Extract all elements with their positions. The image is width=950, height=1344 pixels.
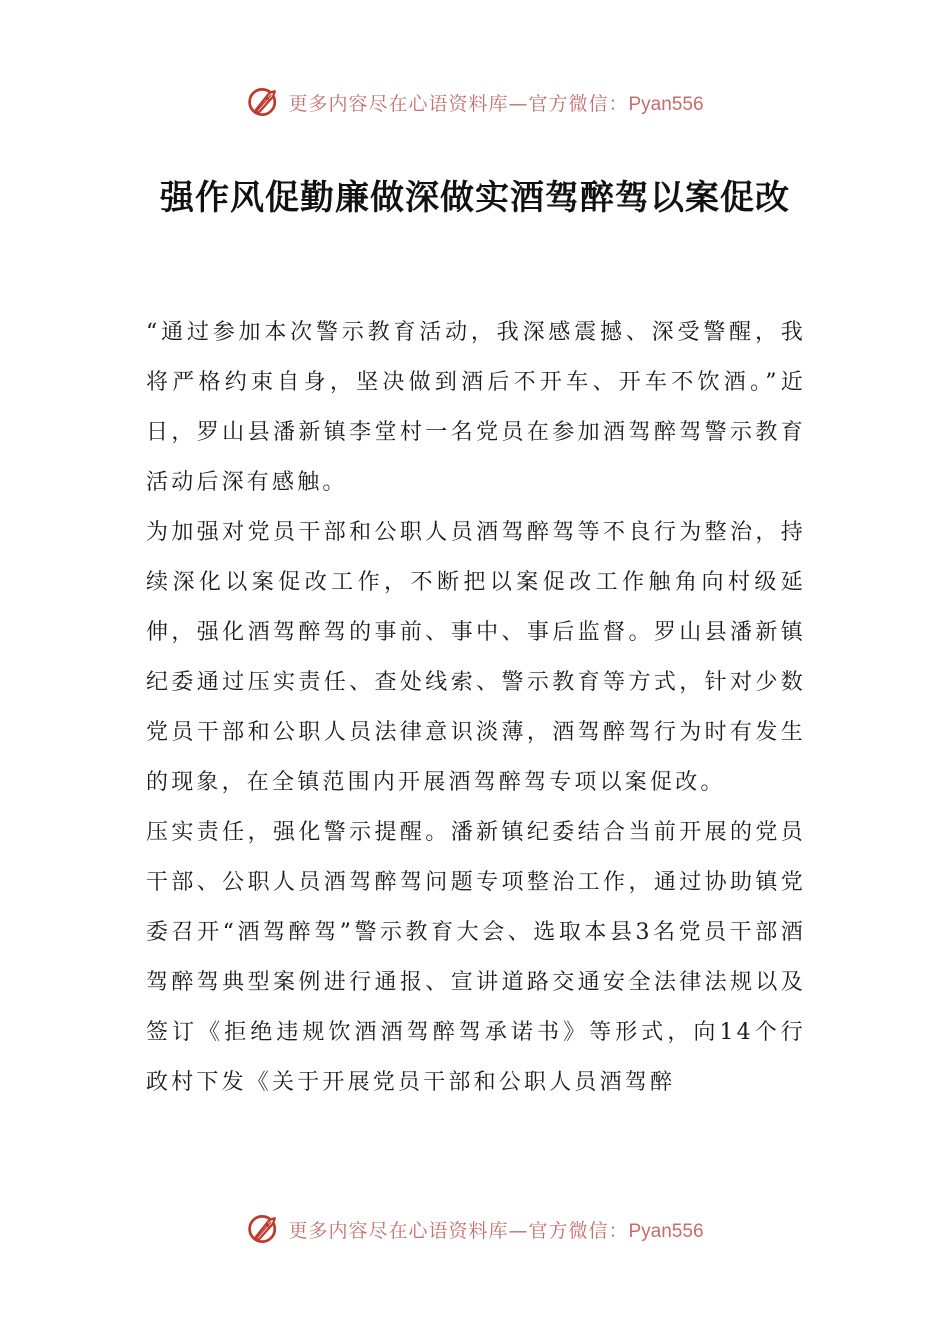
wechat-id: Pyan556 [628,1220,704,1242]
article-body [146,308,806,1108]
header-banner-text: 更多内容尽在心语资料库—官方微信：Pyan556 [288,92,704,115]
header-banner [0,82,950,122]
pen-nib-logo-icon [246,1211,282,1247]
paragraph-3: 压实责任，强化警示提醒。潘新镇纪委结合当前开展的党员干部、公职人员酒驾醉驾问题专项整治工作，通过协助镇党委召开“酒驾醉驾”警示教育大会、选取本县3名党员干部酒驾醉驾典型案例进行通报、宣讲道路交通安全法律法规以及签订《拒绝违规饮酒酒驾醉驾承诺书》等形式，向14个行政村下发《关于开展党员干部和公职人员酒驾醉 [146,820,806,1095]
footer-banner [0,1209,950,1249]
paragraph-1: “通过参加本次警示教育活动，我深感震撼、深受警醒，我将严格约束自身，坚决做到酒后不开车、开车不饮酒。”近日，罗山县潘新镇李堂村一名党员在参加酒驾醉驾警示教育活动后深有感触。 [146,320,806,495]
footer-banner-text: 更多内容尽在心语资料库—官方微信：Pyan556 [288,1219,704,1242]
paragraph-2: 为加强对党员干部和公职人员酒驾醉驾等不良行为整治，持续深化以案促改工作，不断把以案促改工作触角向村级延伸，强化酒驾醉驾的事前、事中、事后监督。罗山县潘新镇纪委通过压实责任、查处线索、警示教育等方式，针对少数党员干部和公职人员法律意识淡薄，酒驾醉驾行为时有发生的现象，在全镇范围内开展酒驾醉驾专项以案促改。 [146,520,806,795]
wechat-id: Pyan556 [628,93,704,115]
document-title: 强作风促勤廉做深做实酒驾醉驾以案促改 [160,178,790,218]
pen-nib-logo-icon [246,84,282,120]
